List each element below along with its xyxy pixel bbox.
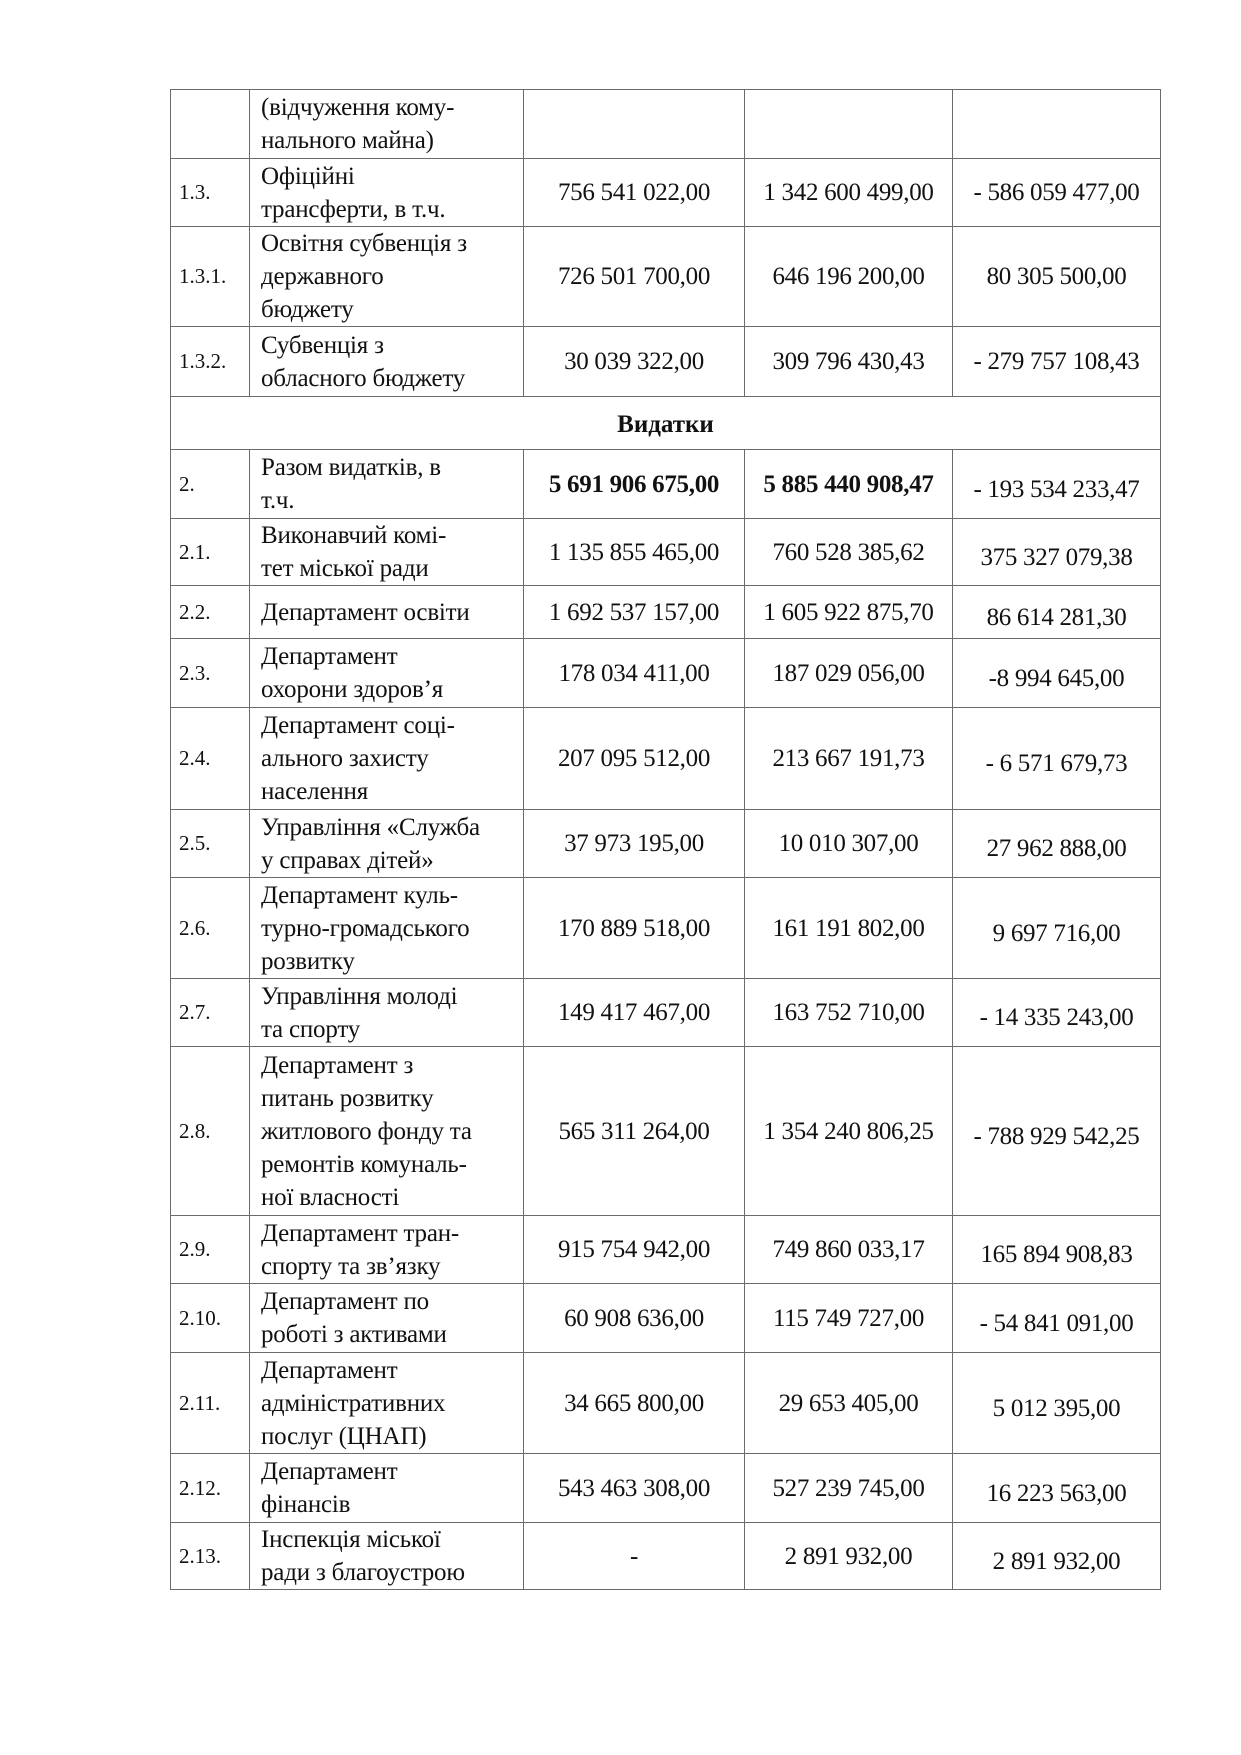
row-name-line: ної власності [261,1183,400,1211]
plan-value: 178 034 411,00 [524,639,745,708]
row-name-line: бюджету [261,296,354,323]
row-name-line: ального захисту [261,745,429,772]
table-row [171,90,1161,159]
row-number: 2.4. [171,708,250,810]
fact-value: 760 528 385,62 [745,519,953,586]
row-name-line: нального майна) [261,127,434,154]
plan-value: 149 417 467,00 [524,979,745,1047]
table-row [171,1523,1161,1590]
row-number: 2.7. [171,979,250,1047]
row-number: 2.13. [171,1523,250,1590]
difference-value: 9 697 716,00 [953,878,1161,979]
section-expenses [171,397,1161,450]
fact-value: 749 860 033,17 [745,1216,953,1284]
row-name-line: (відчуження кому- [261,94,455,121]
row-name-line: питань розвитку [261,1084,434,1112]
row-name-line: обласного бюджету [261,364,466,392]
row-number: 2.11. [171,1353,250,1454]
difference-value: - 279 757 108,43 [953,327,1161,397]
row-name-line: населення [261,778,369,805]
table-row [171,639,1161,708]
row-number: 2.8. [171,1047,250,1216]
row-number: 1.3.2. [171,327,250,397]
row-name [250,1523,524,1590]
table-row [171,586,1161,639]
row-number: 2.1. [171,519,250,586]
fact-value: 29 653 405,00 [745,1353,953,1454]
table-row [171,1353,1161,1454]
row-name [250,979,524,1047]
row-name [250,810,524,878]
table-row [171,1284,1161,1353]
fact-value: 163 752 710,00 [745,979,953,1047]
row-name-line: Департамент по [261,1288,429,1315]
fact-value: 187 029 056,00 [745,639,953,708]
difference-value: - 14 335 243,00 [953,979,1161,1047]
plan-value: 34 665 800,00 [524,1353,745,1454]
row-name-line: Департамент освіти [261,598,470,626]
table-row [171,810,1161,878]
row-name [250,878,524,979]
fact-value: 1 605 922 875,70 [745,586,953,639]
row-name-line: послуг (ЦНАП) [261,1422,427,1450]
difference-value: 5 012 395,00 [953,1353,1161,1454]
fact-value [745,90,953,159]
row-number: 2.2. [171,586,250,639]
row-name-line: Департамент [261,643,398,670]
row-number: 2.10. [171,1284,250,1353]
row-name-line: Управління молоді [261,982,458,1010]
section-header-row [171,397,1161,450]
plan-value: - [524,1523,745,1590]
plan-value: 565 311 264,00 [524,1047,745,1216]
table-row [171,1216,1161,1284]
plan-value: 5 691 906 675,00 [524,450,745,519]
plan-value: 60 908 636,00 [524,1284,745,1353]
row-name-line: тет міської ради [261,555,429,582]
difference-value: 80 305 500,00 [953,227,1161,327]
table-row [171,227,1161,327]
row-number: 2.3. [171,639,250,708]
plan-value: 756 541 022,00 [524,159,745,227]
plan-value: 30 039 322,00 [524,327,745,397]
table-row [171,327,1161,397]
row-name-line: трансферти, в т.ч. [261,195,446,223]
row-name-line: та спорту [261,1015,361,1043]
row-name [250,227,524,327]
income-rows [171,90,1161,397]
row-name-line: Департамент [261,1356,398,1384]
difference-value: 165 894 908,83 [953,1216,1161,1284]
row-name-line: Субвенція з [261,331,384,359]
row-name-line: Разом видатків, в [261,454,441,481]
row-name [250,519,524,586]
difference-value: - 788 929 542,25 [953,1047,1161,1216]
budget-table [170,89,1161,1590]
row-number: 1.3.1. [171,227,250,327]
row-name [250,327,524,397]
row-name-line: житлового фонду та [261,1117,472,1145]
row-name-line: Інспекція міської [261,1526,441,1553]
row-name-line: розвитку [261,947,355,975]
table-row [171,878,1161,979]
table-row [171,979,1161,1047]
row-name-line: державного [261,263,384,290]
row-name-line: ради з благоустрою [261,1559,465,1586]
row-name [250,1353,524,1454]
row-name [250,639,524,708]
difference-value: - 586 059 477,00 [953,159,1161,227]
fact-value: 5 885 440 908,47 [745,450,953,519]
difference-value: 27 962 888,00 [953,810,1161,878]
table-row [171,1047,1161,1216]
fact-value: 309 796 430,43 [745,327,953,397]
row-name-line: Офіційні [261,162,355,190]
row-name-line: т.ч. [261,487,295,514]
plan-value: 1 692 537 157,00 [524,586,745,639]
row-name [250,708,524,810]
row-name [250,586,524,639]
difference-value: - 54 841 091,00 [953,1284,1161,1353]
row-name-line: у справах дітей» [261,846,434,874]
difference-value: - 193 534 233,47 [953,450,1161,519]
row-name-line: Департамент тран- [261,1219,460,1247]
plan-value: 1 135 855 465,00 [524,519,745,586]
plan-value: 726 501 700,00 [524,227,745,327]
row-name-line: турно-громадського [261,914,470,942]
table-row [171,708,1161,810]
row-name-line: фінансів [261,1491,351,1518]
row-name-line: ремонтів комуналь- [261,1150,467,1178]
row-name-line: Департамент куль- [261,881,458,909]
row-number [171,90,250,159]
row-name [250,1284,524,1353]
row-name-line: охорони здоров’я [261,676,444,703]
row-name-line: Управління «Служба [261,813,480,841]
table-row [171,519,1161,586]
expense-rows [171,450,1161,1590]
row-name [250,1047,524,1216]
row-number: 2.6. [171,878,250,979]
row-name-line: Департамент з [261,1051,414,1079]
row-name [250,90,524,159]
section-title: Видатки [171,397,1161,450]
difference-value: - 6 571 679,73 [953,708,1161,810]
plan-value: 543 463 308,00 [524,1454,745,1523]
row-number: 2.9. [171,1216,250,1284]
row-name [250,450,524,519]
row-name [250,159,524,227]
fact-value: 1 354 240 806,25 [745,1047,953,1216]
row-name [250,1454,524,1523]
difference-value: -8 994 645,00 [953,639,1161,708]
plan-value: 37 973 195,00 [524,810,745,878]
row-name-line: спорту та зв’язку [261,1252,441,1280]
fact-value: 115 749 727,00 [745,1284,953,1353]
row-name-line: Департамент соці- [261,712,455,739]
fact-value: 10 010 307,00 [745,810,953,878]
row-name-line: адміністративних [261,1389,446,1417]
fact-value: 646 196 200,00 [745,227,953,327]
difference-value: 86 614 281,30 [953,586,1161,639]
row-name-line: роботі з активами [261,1321,447,1348]
row-number: 2.5. [171,810,250,878]
row-name-line: Департамент [261,1458,398,1485]
row-number: 2.12. [171,1454,250,1523]
difference-value: 375 327 079,38 [953,519,1161,586]
difference-value: 2 891 932,00 [953,1523,1161,1590]
difference-value [953,90,1161,159]
fact-value: 2 891 932,00 [745,1523,953,1590]
plan-value [524,90,745,159]
plan-value: 207 095 512,00 [524,708,745,810]
row-name [250,1216,524,1284]
table-row [171,159,1161,227]
table-row [171,1454,1161,1523]
difference-value: 16 223 563,00 [953,1454,1161,1523]
table-row [171,450,1161,519]
plan-value: 170 889 518,00 [524,878,745,979]
row-name-line: Виконавчий комі- [261,522,447,549]
plan-value: 915 754 942,00 [524,1216,745,1284]
fact-value: 161 191 802,00 [745,878,953,979]
fact-value: 1 342 600 499,00 [745,159,953,227]
row-name-line: Освітня субвенція з [261,230,467,257]
fact-value: 213 667 191,73 [745,708,953,810]
row-number: 1.3. [171,159,250,227]
fact-value: 527 239 745,00 [745,1454,953,1523]
row-number: 2. [171,450,250,519]
